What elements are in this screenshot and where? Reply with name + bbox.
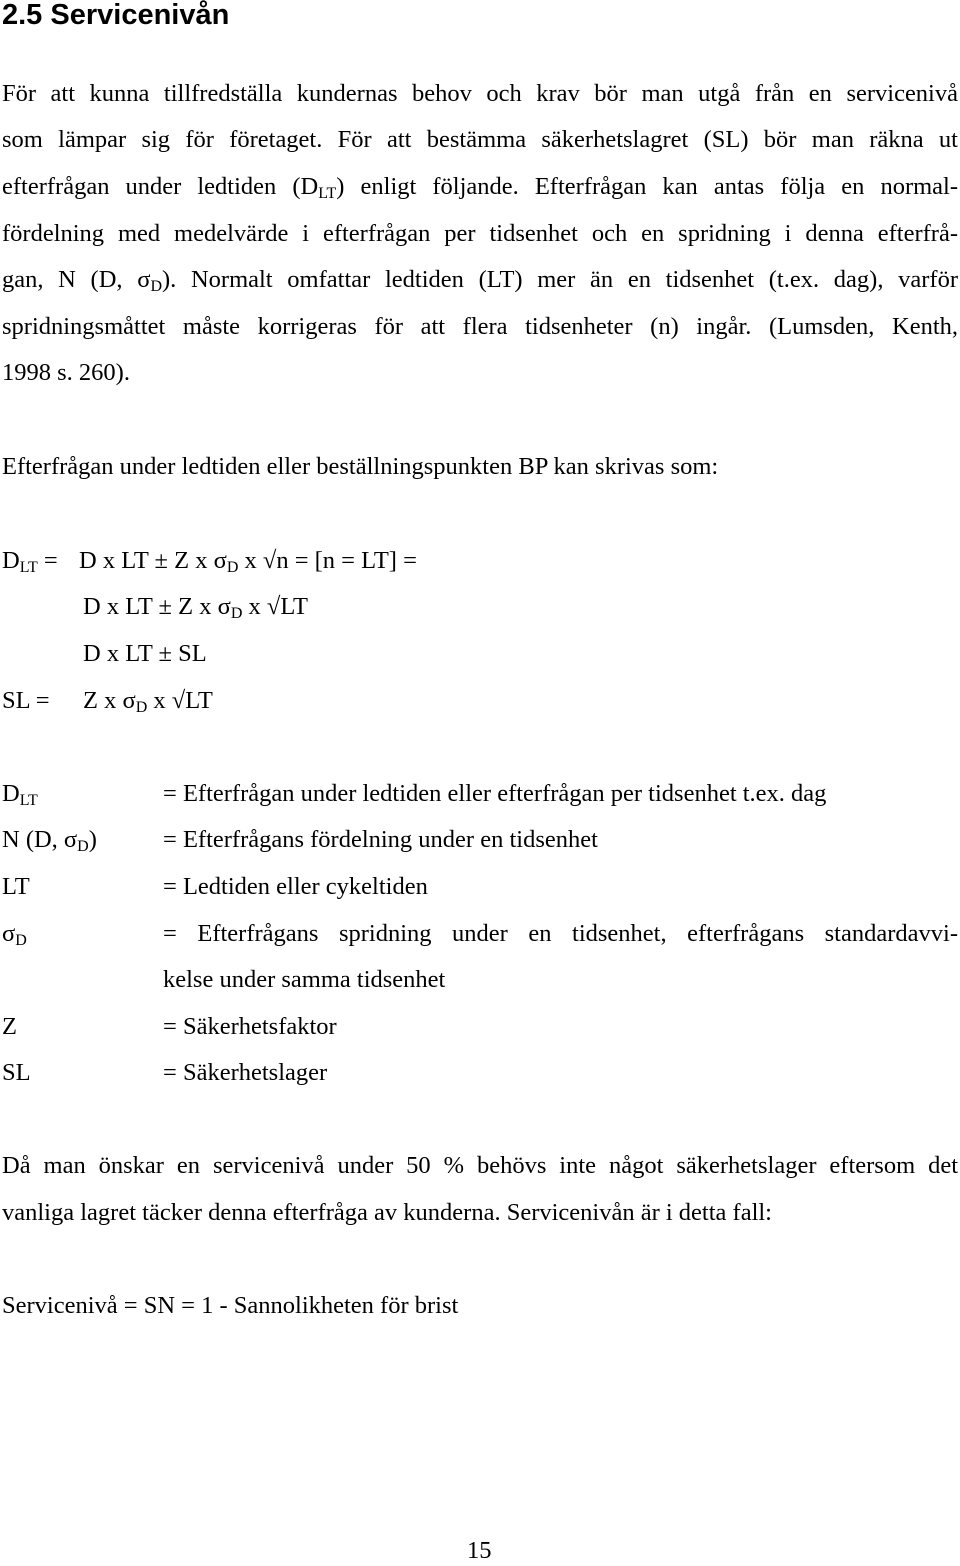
definition-term: SL [2, 1059, 31, 1086]
def3-term: σ [2, 920, 16, 947]
definition-term: Z [2, 1013, 17, 1040]
para1-line4: fördelning med medelvärde i efterfrågan per tidsenhet och en spridning i denna efterfrå- [2, 220, 958, 247]
para1-line3-text-a: efterfrågan under ledtiden (D [2, 173, 319, 200]
def1-term-post: ) [88, 826, 97, 853]
def3-term-sub: D [15, 932, 27, 949]
formula-r2-a: D x LT ± Z x σ [83, 593, 231, 620]
def0-term: D [2, 780, 20, 807]
formula-row1 [79, 546, 417, 576]
formula-r1-sub: D [226, 559, 239, 576]
para1-line1: För att kunna tillfredställa kundernas behov och krav bör man utgå från en servicenivå [2, 80, 958, 107]
formula-r2-b: x √LT [242, 593, 309, 620]
definition-text: = Ledtiden eller cykeltiden [163, 873, 428, 900]
section-heading: 2.5 Servicenivån [2, 0, 230, 31]
para2-line: Efterfrågan under ledtiden eller beställningspunkten BP kan skrivas som: [2, 453, 719, 480]
definition-term: LT [2, 873, 30, 900]
para4-line: Servicenivå = SN = 1 - Sannolikheten för brist [2, 1292, 459, 1319]
page-number: 15 [467, 1537, 492, 1564]
formula-row4 [83, 686, 213, 716]
definition-text: = Efterfrågans fördelning under en tidsenhet [163, 826, 598, 853]
para1-line5-text-a: gan, N (D, σ [2, 266, 151, 293]
definition-term [2, 825, 97, 855]
para1-line5-text-b: ). Normalt omfattar ledtiden (LT) mer än en tidsenhet (t.ex. dag), varför [162, 266, 958, 293]
def0-term-sub: LT [19, 792, 38, 809]
formula-r1-label-text: D [2, 547, 20, 574]
formula-r1-a: D x LT ± Z x σ [79, 547, 227, 574]
formula-r4-b: x √LT [147, 687, 213, 714]
para1-line3-text-b: ) enligt följande. Efterfrågan kan antas följa en normal- [336, 173, 958, 200]
formula-r2-sub: D [230, 605, 243, 622]
para3-line1: Då man önskar en servicenivå under 50 % behövs inte något säkerhetslager eftersom det [2, 1152, 958, 1179]
formula-row4-label: SL = [2, 687, 50, 714]
para1-line3-subscript: LT [318, 185, 337, 202]
formula-r4-sub: D [135, 699, 148, 716]
definition-term [2, 779, 38, 809]
definition-text: = Efterfrågan under ledtiden eller efterfrågan per tidsenhet t.ex. dag [163, 780, 827, 807]
formula-r4-a: Z x σ [83, 687, 136, 714]
formula-row2 [83, 592, 308, 622]
formula-r1-b: x √n = [n = LT] = [238, 547, 417, 574]
para1-line7: 1998 s. 260). [2, 359, 130, 386]
definition-text: = Säkerhetslager [163, 1059, 328, 1086]
formula-row1-label [2, 546, 58, 576]
formula-r1-eq: = [43, 547, 58, 574]
para1-line5-subscript: D [150, 278, 162, 295]
formula-r1-label-sub: LT [19, 559, 38, 576]
def1-term: N (D, σ [2, 826, 78, 853]
para1-line5 [2, 265, 958, 295]
formula-row3: D x LT ± SL [83, 640, 207, 667]
definition-text: = Efterfrågans spridning under en tidsenhet, efterfrågans standardavvi- [163, 920, 958, 947]
definition-text: = Säkerhetsfaktor [163, 1013, 337, 1040]
para1-line2: som lämpar sig för företaget. För att bestämma säkerhetslagret (SL) bör man räkna ut [2, 126, 958, 153]
para3-line2: vanliga lagret täcker denna efterfråga av kunderna. Servicenivån är i detta fall: [2, 1199, 772, 1226]
definition-term [2, 919, 27, 949]
para1-line6: spridningsmåttet måste korrigeras för att flera tidsenheter (n) ingår. (Lumsden, Kenth, [2, 313, 958, 340]
definition-text-continued: kelse under samma tidsenhet [163, 966, 446, 993]
def1-term-sub: D [77, 838, 89, 855]
para1-line3 [2, 172, 958, 202]
